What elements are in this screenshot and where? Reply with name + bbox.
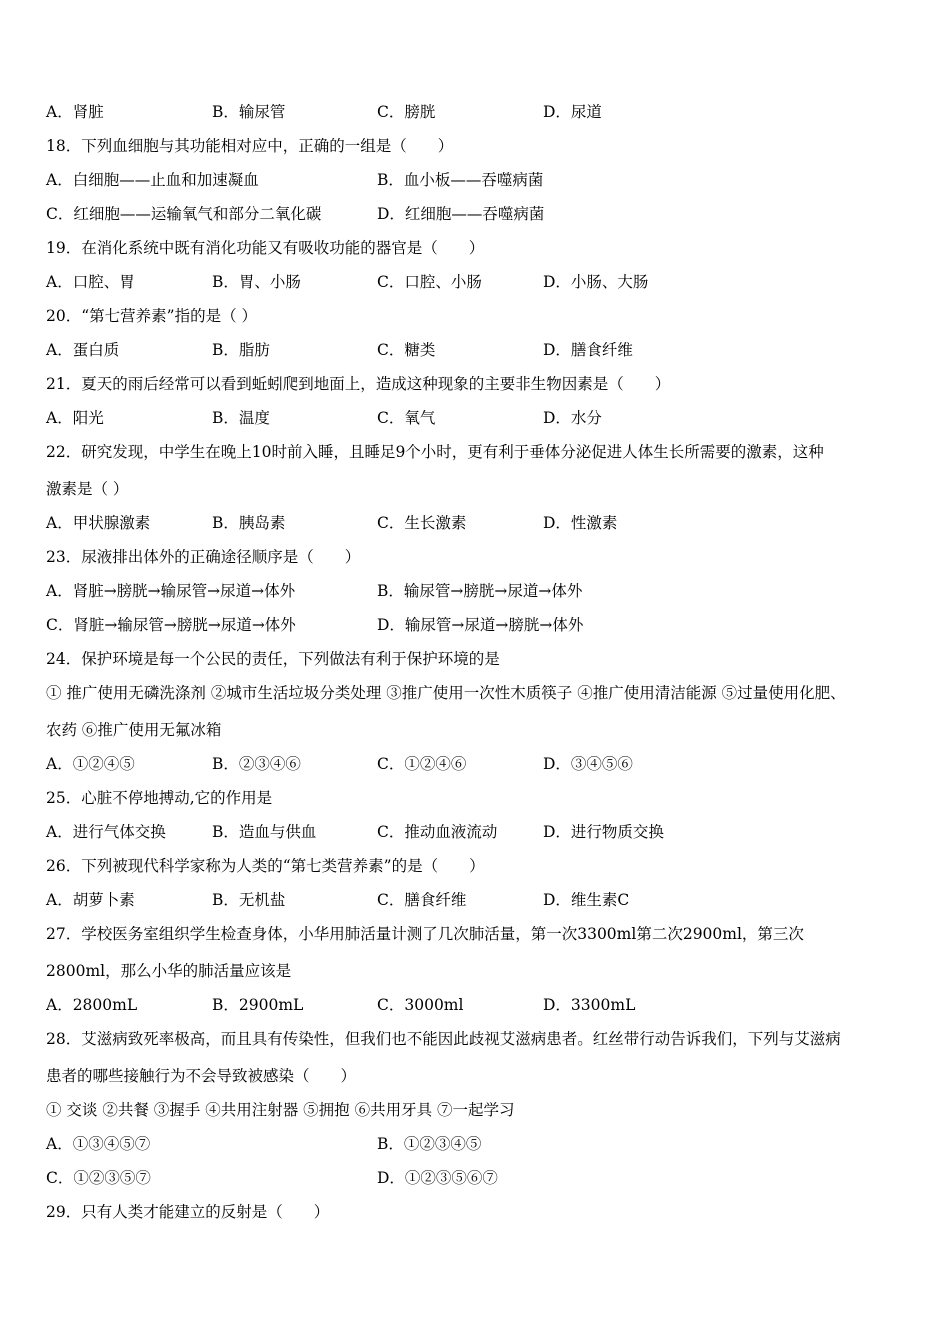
option-a: A．①②④⑤	[46, 755, 135, 773]
option-c: C．膳食纤维	[377, 891, 467, 909]
q19-stem: 19．在消化系统中既有消化功能又有吸收功能的器官是（ ）	[46, 239, 485, 257]
option-c: C．口腔、小肠	[377, 273, 482, 291]
option-c: C．糖类	[377, 341, 436, 359]
option-d: D．性激素	[543, 514, 618, 532]
option-d: D．①②③⑤⑥⑦	[377, 1169, 498, 1187]
option-d: D．3300mL	[543, 996, 636, 1014]
option-b: B．②③④⑥	[212, 755, 301, 773]
q28-stem-line2: 患者的哪些接触行为不会导致被感染（ ）	[46, 1067, 357, 1085]
option-d: D．小肠、大肠	[543, 273, 649, 291]
option-b: B．胃、小肠	[212, 273, 301, 291]
option-c: C．推动血液流动	[377, 823, 498, 841]
q26-stem: 26．下列被现代科学家称为人类的“第七类营养素”的是（ ）	[46, 857, 485, 875]
q27-stem-line1: 27．学校医务室组织学生检查身体，小华用肺活量计测了几次肺活量，第一次3300ml第二次2900ml，第三次	[46, 925, 804, 943]
q21-stem: 21．夏天的雨后经常可以看到蚯蚓爬到地面上，造成这种现象的主要非生物因素是（ ）	[46, 375, 671, 393]
option-d: D．进行物质交换	[543, 823, 664, 841]
q29-stem: 29．只有人类才能建立的反射是（ ）	[46, 1203, 330, 1221]
option-a: A．胡萝卜素	[46, 891, 135, 909]
option-a: A．蛋白质	[46, 341, 120, 359]
q23-stem: 23．尿液排出体外的正确途径顺序是（ ）	[46, 548, 361, 566]
option-c: C．肾脏→输尿管→膀胱→尿道→体外	[46, 616, 296, 634]
q22-stem-line2: 激素是（ ）	[46, 480, 129, 498]
q25-stem: 25．心脏不停地搏动,它的作用是	[46, 789, 273, 807]
option-a: A．①③④⑤⑦	[46, 1135, 151, 1153]
option-a: A．肾脏	[46, 103, 104, 121]
option-b: B．温度	[212, 409, 270, 427]
option-c: C．①②③⑤⑦	[46, 1169, 151, 1187]
option-d: D．③④⑤⑥	[543, 755, 633, 773]
option-c: C．红细胞——运输氧气和部分二氧化碳	[46, 205, 322, 223]
option-d: D．维生素C	[543, 891, 630, 909]
option-a: A．进行气体交换	[46, 823, 166, 841]
q22-stem-line1: 22．研究发现，中学生在晚上10时前入睡，且睡足9个小时，更有利于垂体分泌促进人体生长所需要的激素，这种	[46, 443, 824, 461]
option-a: A．2800mL	[46, 996, 138, 1014]
option-d: D．输尿管→尿道→膀胱→体外	[377, 616, 584, 634]
option-b: B．血小板——吞噬病菌	[377, 171, 544, 189]
q18-stem: 18．下列血细胞与其功能相对应中，正确的一组是（ ）	[46, 137, 454, 155]
option-b: B．无机盐	[212, 891, 286, 909]
option-d: D．膳食纤维	[543, 341, 633, 359]
option-c: C．氧气	[377, 409, 436, 427]
option-a: A．阳光	[46, 409, 104, 427]
option-b: B．输尿管	[212, 103, 286, 121]
q28-stem-line1: 28．艾滋病致死率极高，而且具有传染性，但我们也不能因此歧视艾滋病患者。红丝带行动告诉我们，下列与艾滋病	[46, 1030, 841, 1048]
q20-stem: 20．“第七营养素”指的是（ ）	[46, 307, 257, 325]
option-a: A．肾脏→膀胱→输尿管→尿道→体外	[46, 582, 296, 600]
option-b: B．脂肪	[212, 341, 270, 359]
option-d: D．红细胞——吞噬病菌	[377, 205, 545, 223]
q24-list-line1: ① 推广使用无磷洗涤剂 ②城市生活垃圾分类处理 ③推广使用一次性木质筷子 ④推广使用清洁能源 ⑤过量使用化肥、	[46, 684, 846, 702]
option-b: B．造血与供血	[212, 823, 317, 841]
option-c: C．生长激素	[377, 514, 467, 532]
q24-stem: 24．保护环境是每一个公民的责任，下列做法有利于保护环境的是	[46, 650, 500, 668]
q28-list: ① 交谈 ②共餐 ③握手 ④共用注射器 ⑤拥抱 ⑥共用牙具 ⑦一起学习	[46, 1101, 515, 1119]
q24-list-line2: 农药 ⑥推广使用无氟冰箱	[46, 721, 222, 739]
option-b: B．2900mL	[212, 996, 304, 1014]
option-b: B．胰岛素	[212, 514, 286, 532]
option-a: A．白细胞——止血和加速凝血	[46, 171, 259, 189]
q27-stem-line2: 2800ml，那么小华的肺活量应该是	[46, 962, 292, 980]
option-b: B．输尿管→膀胱→尿道→体外	[377, 582, 583, 600]
option-d: D．尿道	[543, 103, 602, 121]
option-c: C．①②④⑥	[377, 755, 467, 773]
option-d: D．水分	[543, 409, 602, 427]
option-c: C．膀胱	[377, 103, 436, 121]
option-b: B．①②③④⑤	[377, 1135, 482, 1153]
option-c: C．3000ml	[377, 996, 464, 1014]
option-a: A．甲状腺激素	[46, 514, 151, 532]
option-a: A．口腔、胃	[46, 273, 135, 291]
